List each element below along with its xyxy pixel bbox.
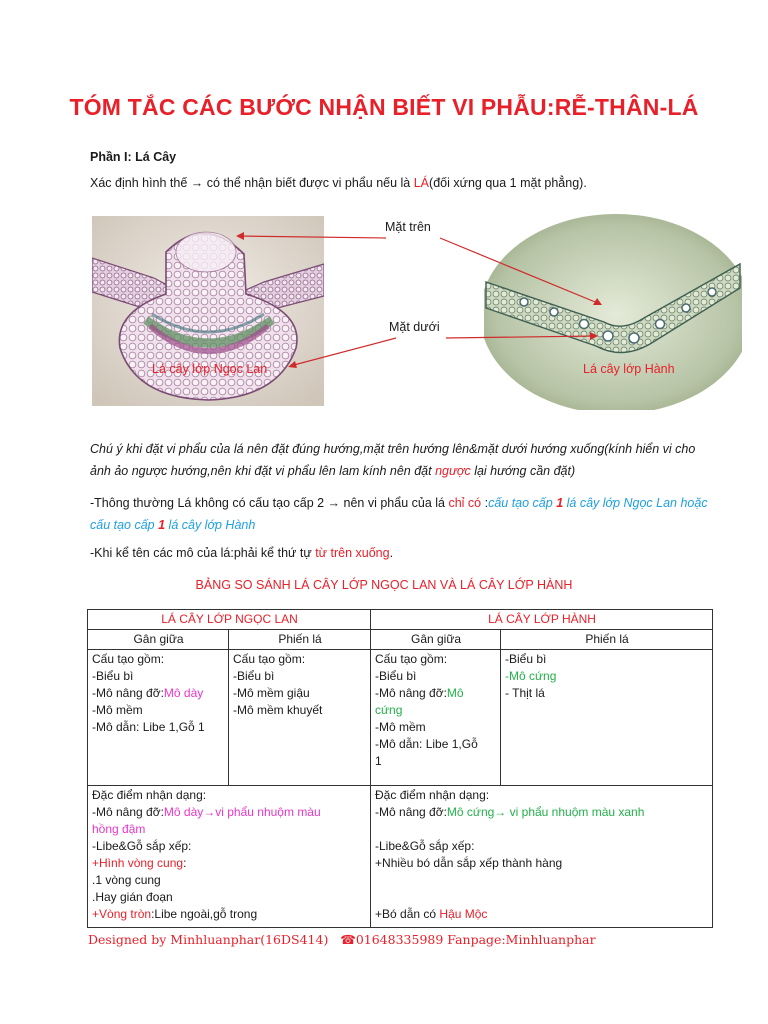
cell-line: -Libe&Gỗ sắp xếp: — [92, 839, 192, 853]
table-row — [88, 630, 713, 650]
table-row — [88, 650, 713, 786]
cell-line: -Biểu bì — [92, 669, 134, 683]
cell-onion-blade — [501, 650, 713, 786]
table-row — [88, 786, 713, 928]
para1-text-before: -Thông thường Lá không có cấu tạo cấp 2 → nên vi phẩu của lá — [90, 496, 449, 510]
caption-magnolia: Lá cây lớp Ngọc Lan — [152, 362, 268, 376]
cell-line: .1 vòng cung — [92, 873, 161, 887]
note-text-after: lại hướng cần đặt) — [470, 464, 576, 478]
label-upper-surface: Mặt trên — [385, 220, 431, 234]
intro-highlight: LÁ — [413, 176, 430, 190]
cell-text: Mô — [446, 686, 464, 700]
cell-magnolia-midrib — [88, 650, 229, 786]
para1-blue-3: lá cây lớp Hành — [165, 518, 256, 532]
cell-text: Mô cứng→ vi phẩu nhuộm màu xanh — [446, 805, 645, 819]
cell-text: +Bó dẫn có — [375, 907, 440, 921]
subheader-blade: Phiến lá — [501, 630, 713, 650]
cell-line: Cấu tạo gồm: — [233, 652, 306, 666]
cell-text: Vòng tròn — [99, 907, 152, 921]
cell-onion-midrib — [371, 650, 501, 786]
para1-num-2: 1 — [158, 518, 166, 532]
cell-line: -Libe&Gỗ sắp xếp: — [375, 839, 475, 853]
section-heading: Phần I: Lá Cây — [90, 150, 177, 164]
cell-text: -Mô nâng đỡ: — [92, 686, 164, 700]
para2-text-after: . — [389, 546, 394, 560]
cell-text: + — [92, 907, 100, 921]
cell-line: -Mô dẫn: Libe 1,Gỗ 1 — [92, 720, 205, 734]
cell-text: + — [92, 856, 100, 870]
table-title: BẢNG SO SÁNH LÁ CÂY LỚP NGỌC LAN VÀ LÁ CÂY LỚP HÀNH — [195, 578, 573, 592]
comparison-table — [87, 609, 713, 928]
cell-line — [92, 906, 367, 923]
para1-blue-2: lá cây lớp Ngọc Lan hoặc cấu tạo cấp — [90, 496, 708, 532]
note-text-before: Chú ý khi đặt vi phẩu của lá nên đặt đúng hướng,mặt trên hướng lên&mặt dưới hướng xuống(kính hiển vi cho ảnh ảo ngược hướng,nên khi đặt vi phẩu lên lam kính nên đặt — [90, 442, 696, 478]
cell-text: : — [183, 856, 187, 870]
label-lower-surface: Mặt dưới — [389, 320, 440, 334]
cell-line: .Hay gián đoạn — [92, 890, 173, 904]
para2-red: từ trên xuống — [315, 546, 390, 560]
intro-text-before: Xác định hình thế → có thể nhận biết được vi phẩu nếu là — [90, 176, 414, 190]
cell-line — [92, 855, 367, 872]
cell-magnolia-blade — [229, 650, 371, 786]
order-paragraph — [90, 546, 393, 560]
cell-line: -Mô cứng — [505, 669, 557, 683]
cell-spacer — [375, 872, 709, 906]
subheader-midrib: Gân giữa — [88, 630, 229, 650]
cell-line: -Mô mềm — [92, 703, 143, 717]
cell-line — [375, 685, 497, 702]
subheader-midrib: Gân giữa — [371, 630, 501, 650]
cell-line — [375, 804, 709, 821]
cell-line: Cấu tạo gồm: — [92, 652, 165, 666]
cell-line: -Biểu bì — [505, 652, 547, 666]
cell-line: cứng — [375, 703, 403, 717]
cell-line: -Mô mềm khuyết — [233, 703, 323, 717]
footer-credit: Designed by Minhluanphar(16DS414) ☎01648335989 Fanpage:Minhluanphar — [88, 932, 596, 947]
cell-line: - Thịt lá — [505, 686, 545, 700]
intro-text-after: (đối xứng qua 1 mặt phẳng). — [429, 176, 587, 190]
cell-line: -Mô dẫn: Libe 1,Gỗ — [375, 737, 478, 751]
page-title: TÓM TẮC CÁC BƯỚC NHẬN BIẾT VI PHẪU:RỄ-THÂN-LÁ — [69, 94, 699, 120]
para1-colon: : — [481, 496, 489, 510]
cell-line: Đặc điểm nhận dạng: — [375, 788, 490, 802]
cell-line: -Mô mềm — [375, 720, 426, 734]
cell-line — [92, 685, 225, 702]
cell-text: -Mô nâng đỡ: — [375, 805, 447, 819]
note-highlight: ngược — [435, 464, 471, 478]
table-row — [88, 610, 713, 630]
cell-text: Mô dày→vi phẩu nhuộm màu — [163, 805, 321, 819]
cell-line: +Nhiều bó dẫn sắp xếp thành hàng — [375, 856, 563, 870]
cell-line: Đặc điểm nhận dạng: — [92, 788, 207, 802]
cell-text: :Libe ngoài,gỗ trong — [151, 907, 258, 921]
cell-text: Hình vòng cung — [99, 856, 184, 870]
cell-spacer — [375, 821, 709, 838]
para1-num-1: 1 — [556, 496, 564, 510]
cell-line — [92, 804, 367, 821]
para1-red: chỉ có — [448, 496, 482, 510]
cell-onion-features — [371, 786, 713, 928]
orientation-note — [90, 438, 710, 482]
cell-line: -Biểu bì — [375, 669, 417, 683]
cell-line: Cấu tạo gồm: — [375, 652, 448, 666]
para1-blue-1: cấu tạo cấp — [488, 496, 557, 510]
cell-magnolia-features — [88, 786, 371, 928]
cell-line — [375, 906, 709, 923]
para2-text-before: -Khi kể tên các mô của lá:phải kể thứ tự — [90, 546, 316, 560]
cell-text: Mô dày — [163, 686, 204, 700]
subheader-blade: Phiến lá — [229, 630, 371, 650]
header-magnolia: LÁ CÂY LỚP NGỌC LAN — [88, 610, 371, 630]
cell-line: -Mô mềm giậu — [233, 686, 310, 700]
header-onion: LÁ CÂY LỚP HÀNH — [371, 610, 713, 630]
caption-onion: Lá cây lớp Hành — [583, 362, 675, 376]
cell-text: Hậu Mộc — [439, 907, 488, 921]
cell-line: 1 — [375, 754, 382, 768]
cell-line: -Biểu bì — [233, 669, 275, 683]
cell-text: -Mô nâng đỡ: — [92, 805, 164, 819]
structure-paragraph — [90, 492, 720, 536]
cell-line: hồng đậm — [92, 822, 146, 836]
cell-text: -Mô nâng đỡ: — [375, 686, 447, 700]
